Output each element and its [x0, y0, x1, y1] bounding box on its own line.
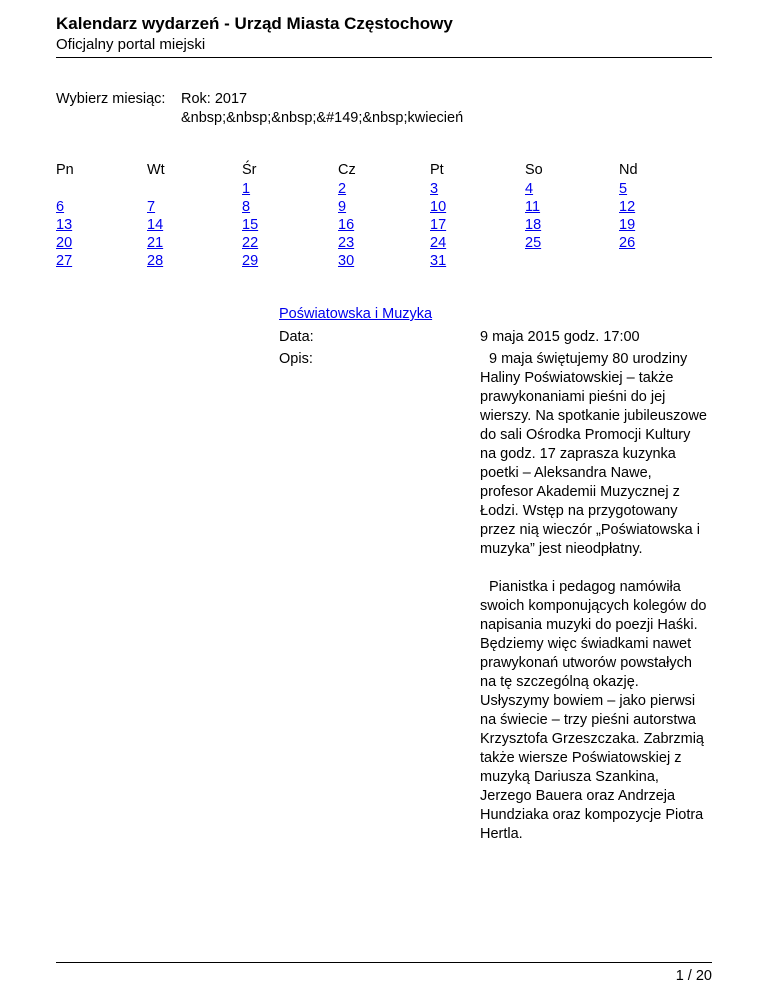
calendar-day-link[interactable]: 3: [430, 181, 439, 197]
header-divider: [56, 57, 712, 58]
event-details: [279, 305, 708, 842]
calendar-day-link[interactable]: 20: [56, 235, 73, 251]
calendar-cell: [430, 198, 490, 216]
calendar-cell: [525, 198, 585, 216]
calendar-day-link[interactable]: 22: [242, 235, 259, 251]
calendar-cell: [525, 216, 585, 234]
calendar-cell: [619, 234, 679, 252]
calendar-day-link[interactable]: 10: [430, 199, 447, 215]
page-header: [56, 14, 712, 55]
weekday-header: Śr: [242, 162, 257, 178]
calendar-cell: [56, 216, 116, 234]
calendar-day-link[interactable]: 9: [338, 199, 347, 215]
calendar-cell: [338, 198, 398, 216]
weekday-header: Wt: [147, 162, 165, 178]
calendar-day-link[interactable]: 26: [619, 235, 636, 251]
calendar-day-link[interactable]: 15: [242, 217, 259, 233]
month-text[interactable]: &nbsp;&nbsp;&nbsp;&#149;&nbsp;kwiecień: [181, 110, 464, 126]
calendar-day-link[interactable]: 4: [525, 181, 534, 197]
event-title-link[interactable]: Poświatowska i Muzyka: [279, 306, 433, 322]
calendar-cell: [338, 180, 398, 198]
calendar-cell: [430, 252, 490, 270]
calendar-cell: [56, 198, 116, 216]
date-value: 9 maja 2015 godz. 17:00: [480, 329, 640, 345]
calendar-cell: [242, 180, 302, 198]
calendar-cell: [525, 252, 585, 270]
calendar-day-link[interactable]: 29: [242, 253, 259, 269]
calendar-cell: [242, 234, 302, 252]
calendar-cell: [242, 252, 302, 270]
calendar-cell: [619, 180, 679, 198]
calendar-day-link[interactable]: 12: [619, 199, 636, 215]
year-text[interactable]: Rok: 2017: [181, 91, 248, 107]
description-label: Opis:: [279, 351, 313, 367]
calendar-cell: [338, 252, 398, 270]
calendar-day-link[interactable]: 24: [430, 235, 447, 251]
calendar-cell: [430, 216, 490, 234]
calendar-day-link[interactable]: 23: [338, 235, 355, 251]
month-picker-label: Wybierz miesiąc:: [56, 91, 166, 107]
calendar-cell: [242, 216, 302, 234]
calendar-column: [619, 161, 679, 270]
calendar-cell: [338, 234, 398, 252]
calendar-column: [525, 161, 585, 270]
calendar-cell: [338, 216, 398, 234]
calendar-cell: [147, 252, 207, 270]
weekday-header: Pn: [56, 162, 74, 178]
calendar-day-link[interactable]: 27: [56, 253, 73, 269]
calendar-day-link[interactable]: 25: [525, 235, 542, 251]
calendar-day-link[interactable]: 6: [56, 199, 65, 215]
description-paragraph: Pianistka i pedagog namówiła swoich komponujących kolegów do napisania muzyki do poezji Haśki. Będziemy więc świadkami nawet prawykonań utworów powstałych na tę szczególną okazję. Usłyszymy bowiem – jako pierwsi na świecie – trzy pieśni autorstwa Krzysztofa Grzeszczaka. Zabrzmią także wiersze Poświatowskiej z muzyką Dariusza Szankina, Jerzego Bauera oraz Andrzeja Hundziaka oraz kompozycje Piotra Hertla.: [480, 579, 707, 842]
calendar-cell: [56, 180, 116, 198]
calendar-cell: [147, 234, 207, 252]
calendar-day-link[interactable]: 16: [338, 217, 355, 233]
weekday-header: Nd: [619, 162, 638, 178]
calendar-day-link[interactable]: 18: [525, 217, 542, 233]
calendar-day-link[interactable]: 17: [430, 217, 447, 233]
calendar-cell: [619, 216, 679, 234]
calendar-cell: [56, 252, 116, 270]
calendar-day-link[interactable]: 30: [338, 253, 355, 269]
weekday-header: So: [525, 162, 543, 178]
calendar-cell: [619, 252, 679, 270]
page-number: 1 / 20: [675, 968, 712, 984]
calendar-column: [338, 161, 398, 270]
calendar-column: [56, 161, 116, 270]
calendar-cell: [430, 234, 490, 252]
calendar-cell: [525, 180, 585, 198]
calendar-column: [242, 161, 302, 270]
calendar-day-link[interactable]: 31: [430, 253, 447, 269]
calendar-cell: [147, 216, 207, 234]
calendar-day-link[interactable]: 7: [147, 199, 156, 215]
calendar-day-link[interactable]: 28: [147, 253, 164, 269]
calendar-day-link[interactable]: 5: [619, 181, 628, 197]
calendar-day-link[interactable]: 19: [619, 217, 636, 233]
calendar-column: [430, 161, 490, 270]
calendar-cell: [147, 198, 207, 216]
description-text: [480, 350, 708, 844]
date-label: Data:: [279, 329, 314, 345]
calendar-cell: [525, 234, 585, 252]
page-title: Kalendarz wydarzeń - Urząd Miasta Częstochowy: [56, 14, 453, 33]
calendar-cell: [242, 198, 302, 216]
footer-divider: [56, 962, 712, 963]
calendar-day-link[interactable]: 8: [242, 199, 251, 215]
calendar-day-link[interactable]: 14: [147, 217, 164, 233]
page-subtitle: Oficjalny portal miejski: [56, 36, 206, 53]
calendar-day-link[interactable]: 2: [338, 181, 347, 197]
calendar-day-link[interactable]: 21: [147, 235, 164, 251]
calendar-cell: [147, 180, 207, 198]
calendar-column: [147, 161, 207, 270]
description-paragraph: 9 maja świętujemy 80 urodziny Haliny Poświatowskiej – także prawykonaniami pieśni do jej wierszy. Na spotkanie jubileuszowe do sali Ośrodka Promocji Kultury na godz. 17 zaprasza kuzynka poetki – Aleksandra Nawe, profesor Akademii Muzycznej z Łodzi. Wstęp na przygotowany przez nią wieczór „Poświatowska i muzyka” jest nieodpłatny.: [480, 351, 708, 557]
calendar-cell: [430, 180, 490, 198]
calendar-day-link[interactable]: 1: [242, 181, 251, 197]
calendar-cell: [619, 198, 679, 216]
weekday-header: Cz: [338, 162, 356, 178]
calendar-cell: [56, 234, 116, 252]
calendar-day-link[interactable]: 13: [56, 217, 73, 233]
weekday-header: Pt: [430, 162, 444, 178]
calendar-day-link[interactable]: 11: [525, 199, 541, 215]
